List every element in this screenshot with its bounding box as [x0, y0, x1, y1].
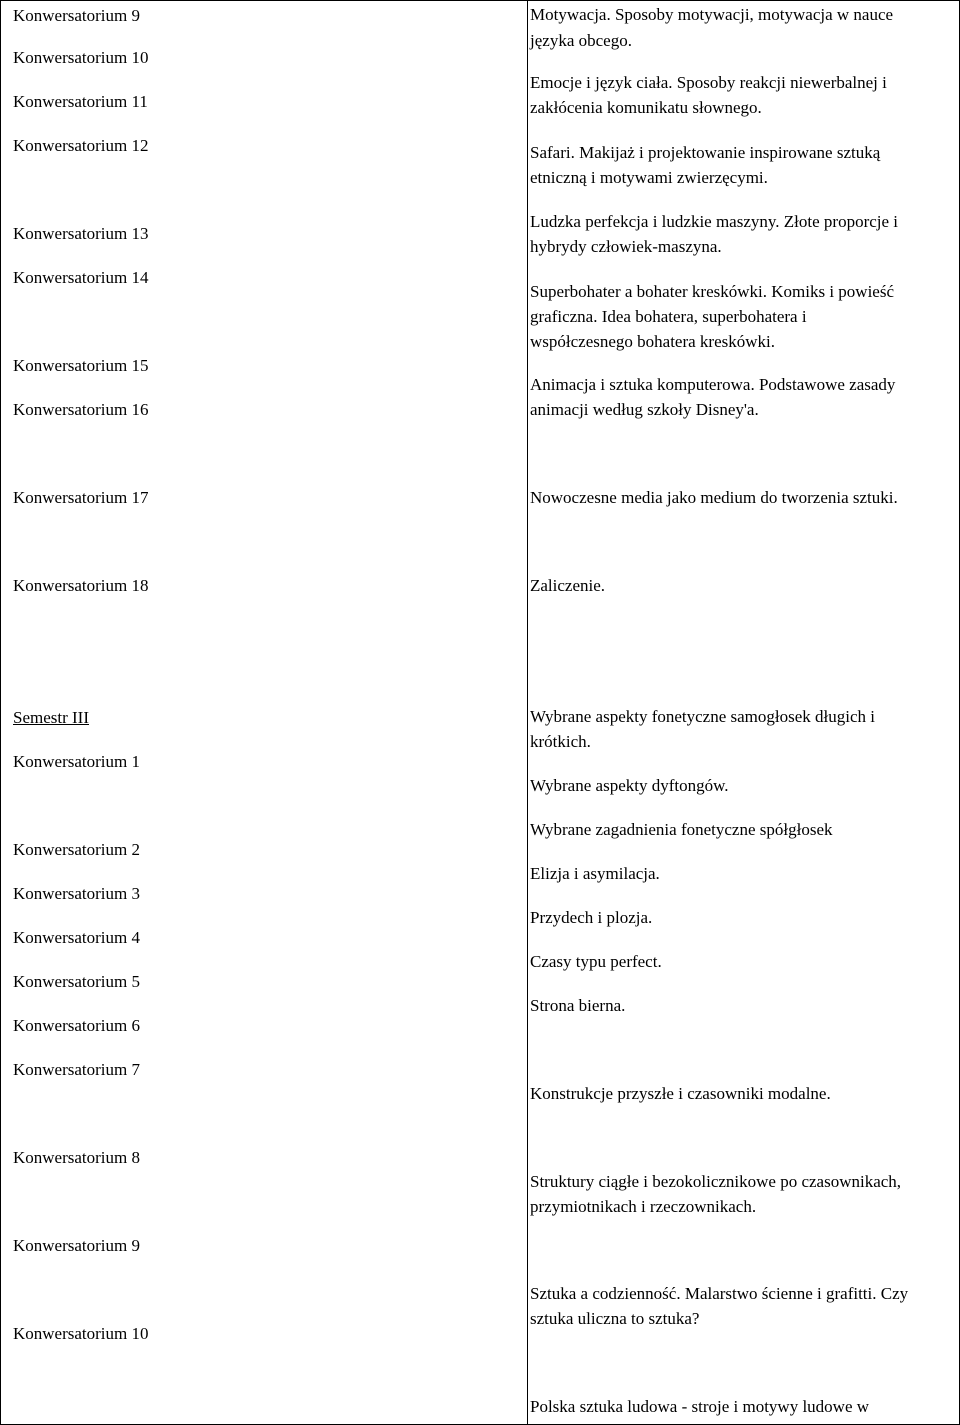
- session-label: Konwersatorium 11: [13, 92, 148, 111]
- topic-line: Polska sztuka ludowa - stroje i motywy ludowe w: [530, 1397, 870, 1416]
- topic-line: sztuka uliczna to sztuka?: [530, 1309, 700, 1328]
- session-label: Konwersatorium 17: [13, 488, 149, 507]
- session-label: Konwersatorium 18: [13, 576, 149, 595]
- session-label: Konwersatorium 12: [13, 136, 149, 155]
- topic-line: zakłócenia komunikatu słownego.: [530, 98, 762, 117]
- session-label: Konwersatorium 8: [13, 1148, 141, 1167]
- topic-line: Superbohater a bohater kreskówki. Komiks i powieść: [530, 282, 894, 301]
- topic-line: Strona bierna.: [530, 996, 626, 1015]
- session-label: Konwersatorium 5: [13, 972, 141, 991]
- topic-line: współczesnego bohatera kreskówki.: [530, 332, 776, 351]
- topic-line: Przydech i plozja.: [530, 908, 653, 927]
- topic-line: hybrydy człowiek-maszyna.: [530, 237, 722, 256]
- topic-line: etniczną i motywami zwierzęcymi.: [530, 168, 768, 187]
- column-divider: [527, 0, 528, 1425]
- session-label: Konwersatorium 10: [13, 1324, 149, 1343]
- session-label: Konwersatorium 16: [13, 400, 149, 419]
- topic-line: Konstrukcje przyszłe i czasowniki modalne.: [530, 1084, 831, 1103]
- topic-line: Struktury ciągłe i bezokolicznikowe po czasownikach,: [530, 1172, 902, 1191]
- session-label: Konwersatorium 6: [13, 1016, 141, 1035]
- session-label: Konwersatorium 9: [13, 6, 141, 25]
- topic-line: Wybrane aspekty fonetyczne samogłosek długich i: [530, 707, 876, 726]
- topic-line: animacji według szkoły Disney'a.: [530, 400, 759, 419]
- topic-line: Nowoczesne media jako medium do tworzenia sztuki.: [530, 488, 898, 507]
- topic-line: krótkich.: [530, 732, 591, 751]
- topic-line: Emocje i język ciała. Sposoby reakcji niewerbalnej i: [530, 73, 887, 92]
- topic-line: Elizja i asymilacja.: [530, 864, 660, 883]
- session-label: Konwersatorium 10: [13, 48, 149, 67]
- session-label: Konwersatorium 7: [13, 1060, 141, 1079]
- session-label: Konwersatorium 9: [13, 1236, 141, 1255]
- topic-line: przymiotnikach i rzeczownikach.: [530, 1197, 757, 1216]
- topic-line: graficzna. Idea bohatera, superbohatera i: [530, 307, 807, 326]
- topic-line: Zaliczenie.: [530, 576, 606, 595]
- session-label: Konwersatorium 1: [13, 752, 141, 771]
- session-label: Konwersatorium 3: [13, 884, 141, 903]
- topic-line: Sztuka a codzienność. Malarstwo ścienne i grafitti. Czy: [530, 1284, 909, 1303]
- topic-line: Motywacja. Sposoby motywacji, motywacja w nauce: [530, 5, 894, 24]
- topic-line: Animacja i sztuka komputerowa. Podstawowe zasady: [530, 375, 896, 394]
- session-label: Konwersatorium 14: [13, 268, 149, 287]
- session-label: Konwersatorium 4: [13, 928, 141, 947]
- topic-line: Wybrane zagadnienia fonetyczne spółgłosek: [530, 820, 833, 839]
- topic-line: Wybrane aspekty dyftongów.: [530, 776, 729, 795]
- semester-heading: Semestr III: [13, 708, 90, 727]
- topic-line: języka obcego.: [530, 31, 632, 50]
- session-label: Konwersatorium 13: [13, 224, 149, 243]
- topic-line: Ludzka perfekcja i ludzkie maszyny. Złote proporcje i: [530, 212, 899, 231]
- topic-line: Safari. Makijaż i projektowanie inspirowane sztuką: [530, 143, 881, 162]
- topic-line: Czasy typu perfect.: [530, 952, 662, 971]
- session-label: Konwersatorium 2: [13, 840, 141, 859]
- session-label: Konwersatorium 15: [13, 356, 149, 375]
